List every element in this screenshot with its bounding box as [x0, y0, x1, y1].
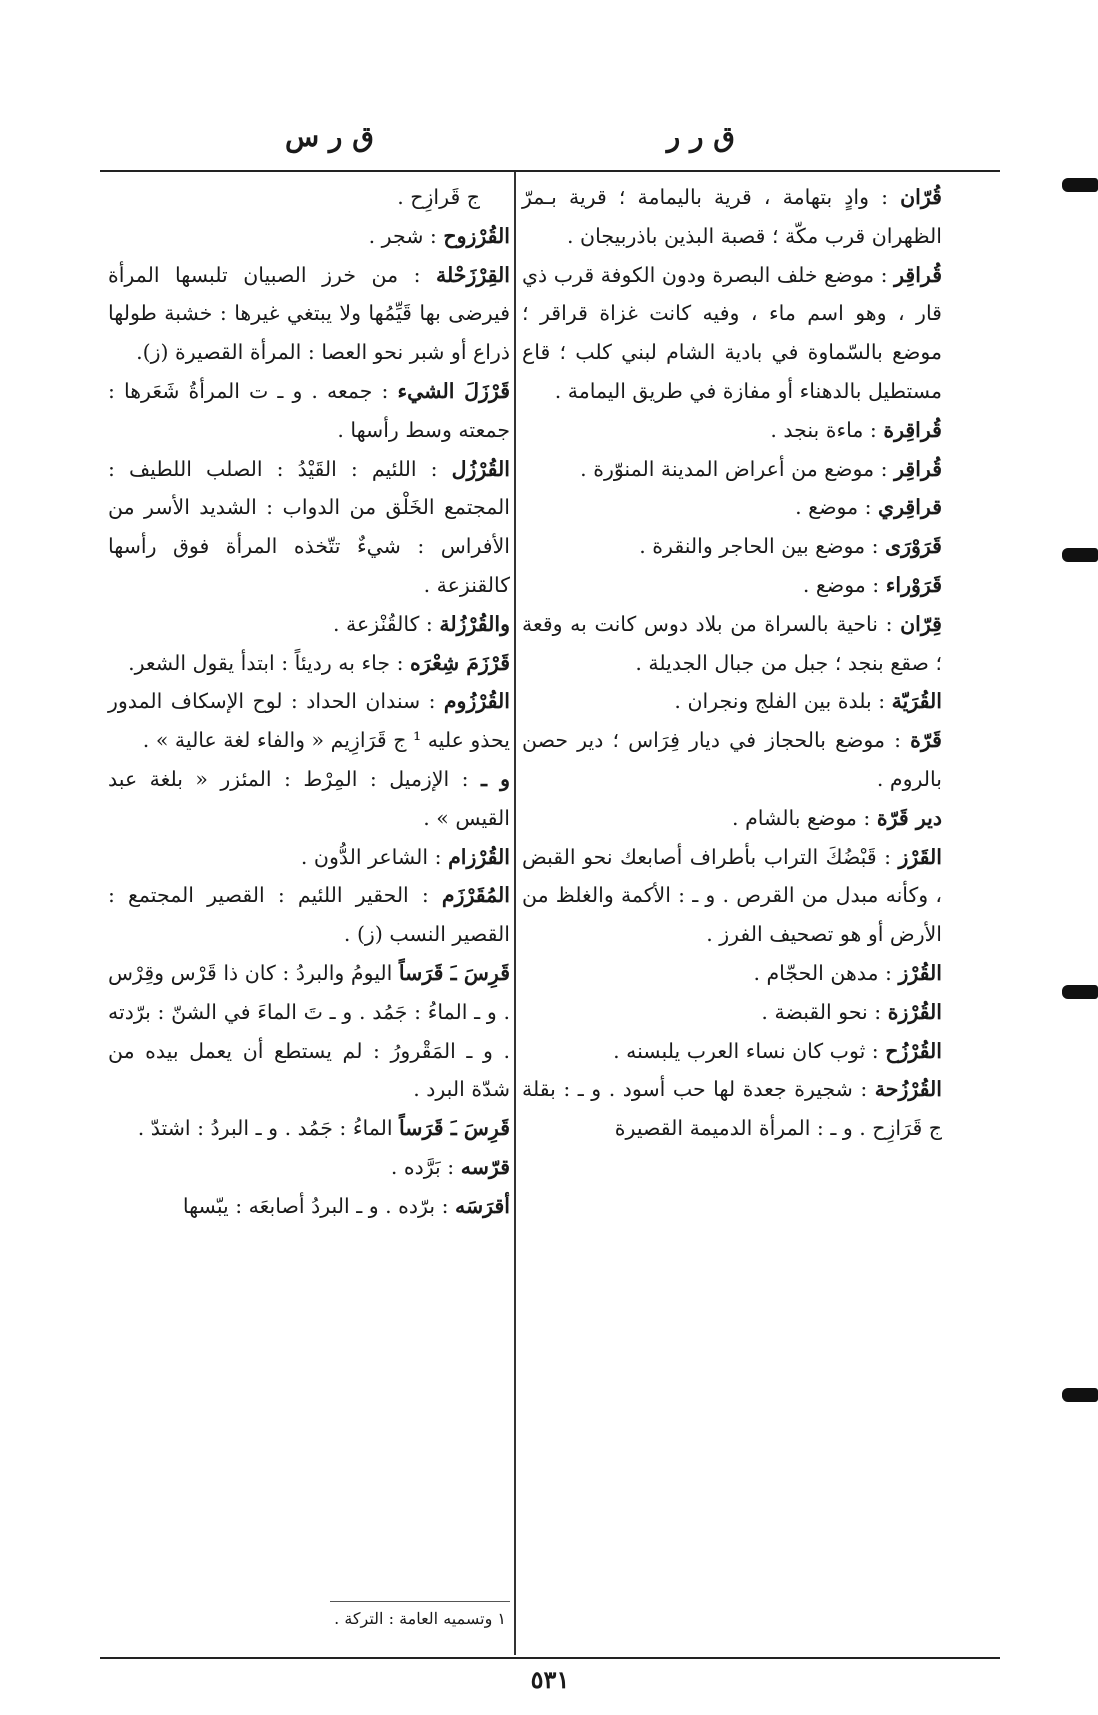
- entry: [108, 217, 510, 256]
- headword: قَرَوْرَى: [885, 534, 942, 559]
- entry: [522, 838, 942, 954]
- definition: : وادٍ بتهامة ، قرية باليمامة ؛ قرية بـمرّ الظهران قرب مكّة ؛ قصبة البذين باذربيجان .: [522, 185, 942, 248]
- entry: [108, 372, 510, 450]
- entry: [522, 488, 942, 527]
- definition: : الإزميل : المِرْط : المئزر « بلغة عبد القيس » .: [108, 766, 510, 830]
- running-header: [110, 120, 990, 160]
- headword: قُراقِر: [894, 262, 942, 287]
- headword: قَرِسَ ـَ قَرَساً: [399, 1116, 510, 1141]
- headword: قَرَوْراء: [885, 572, 942, 597]
- definition: : ناحية بالسراة من بلاد دوس كانت به وقعة ؛ صقع بنجد ؛ جبل من جبال الجديلة .: [522, 611, 942, 675]
- headword: قَرْزَمَ شِعْرَه: [410, 650, 510, 675]
- headword: القِرْزَحْلة: [436, 262, 510, 287]
- definition: : ماءة بنجد .: [770, 417, 877, 442]
- headword: قرّسه: [460, 1154, 510, 1179]
- entry: [108, 605, 510, 644]
- entry: [522, 799, 942, 838]
- headword: القُرَيّة: [891, 689, 942, 714]
- headword: القُرْزام: [448, 844, 510, 869]
- definition: ج قَرازِح .: [397, 185, 480, 209]
- definition: : نحو القبضة .: [761, 999, 882, 1024]
- definition: : ثوب كان نساء العرب يلبسنه .: [613, 1038, 879, 1063]
- entry: [108, 1109, 510, 1148]
- entry: [522, 721, 942, 799]
- definition: : موضع من أعراض المدينة المنوّرة .: [580, 456, 888, 481]
- definition: اليومُ والبردُ : كان ذا قَرْس وقِرْس . و ـ الماءُ : جَمُد . و ـ تَ الماءَ في الشنّ : برّدته . و ـ المَقْرورُ : لم يستطع أن يعمل بيده من شدّة البرد .: [108, 960, 510, 1102]
- headword: قُراقِر: [894, 456, 942, 481]
- entry: [522, 566, 942, 605]
- headword: قَرِسَ ـَ قَرَساً: [398, 960, 510, 985]
- entry: [522, 954, 942, 993]
- left-column: [108, 178, 510, 1226]
- headword: قُرّان: [900, 185, 942, 209]
- definition: : مدهن الحجّام .: [753, 960, 892, 985]
- scan-edge-mark: [1062, 548, 1098, 562]
- entry: [108, 450, 510, 605]
- definition: : كالقُنْزعة .: [332, 611, 433, 636]
- definition: : الحقير اللئيم : القصير المجتمع : القصير النسب (ز) .: [108, 883, 510, 947]
- headword: قِرّان: [900, 611, 942, 636]
- definition: : موضع بين الحاجر والنقرة .: [639, 534, 879, 559]
- headword: المُقَرْزَم: [441, 883, 510, 908]
- entry: [522, 1032, 942, 1071]
- definition: : بَرَّده .: [390, 1154, 455, 1179]
- definition: : جاء به رديئاً : ابتدأ يقول الشعر.: [128, 650, 404, 675]
- entry: [522, 605, 942, 683]
- scan-edge-mark: [1062, 178, 1098, 192]
- entry: [108, 682, 510, 760]
- headword: قَرْزَلَ الشيء: [397, 378, 510, 403]
- headword: و ـ: [481, 766, 510, 791]
- definition: : اللئيم : القَيْدُ : الصلب اللطيف : المجتمع الخَلْق من الدواب : الشديد الأسر من الأفراس : شيءٌ تتّخذه المرأة فوق رأسها كالقنزعة .: [108, 456, 510, 597]
- headword: أقرَسَه: [455, 1193, 510, 1218]
- definition: : موضع .: [795, 495, 872, 520]
- header-root-left: ق ر س: [285, 120, 374, 153]
- scan-edge-mark: [1062, 1388, 1098, 1402]
- column-divider: [514, 172, 516, 1655]
- definition: : سندان الحداد : لوح الإسكاف المدور يحذو عليه ¹ ج قَرَازِيم « والفاء لغة عالية » .: [108, 689, 510, 753]
- definition: : الشاعر الدُّون .: [300, 844, 442, 869]
- right-column: [522, 178, 942, 1148]
- entry: [522, 411, 942, 450]
- entry: [522, 450, 942, 489]
- headword: القُرْزوح: [443, 223, 510, 248]
- entry: [522, 993, 942, 1032]
- entry: [522, 178, 942, 256]
- headword: القُرْزة: [887, 999, 942, 1024]
- entry: [108, 1148, 510, 1187]
- headword: قَرّة: [910, 728, 942, 753]
- header-rule: [100, 170, 1000, 172]
- headword: دير قَرّة: [876, 805, 942, 830]
- headword: القُرْز: [898, 960, 942, 985]
- headword: القَرْز: [898, 844, 942, 869]
- definition: : موضع .: [802, 572, 880, 597]
- definition: : جمعه . و ـ ت المرأةُ شَعَرها : جمعته وسط رأسها .: [108, 378, 510, 442]
- entry: [522, 1070, 942, 1148]
- entry-continuation: [108, 178, 510, 217]
- definition: : قَبْضُكَ التراب بأطراف أصابعك نحو القبض ، وكأنه مبدل من القرص . و ـ : الأكمة والغلظ من الأرض أو هو تصحيف الفرز .: [522, 844, 942, 947]
- definition: : موضع بالحجاز في ديار فِرَاس ؛ دير حصن بالروم .: [522, 728, 942, 791]
- headword: القُرْزُحة: [874, 1077, 942, 1102]
- definition: : موضع بالشام .: [732, 805, 871, 830]
- entry: [108, 1187, 510, 1226]
- definition: الماءُ : جَمُد . و ـ البردُ : اشتدّ .: [137, 1116, 393, 1141]
- headword: قُراقِرة: [883, 417, 942, 442]
- footnote: ١ وتسميه العامة : التركة .: [334, 1609, 506, 1628]
- entry: [108, 954, 510, 1109]
- entry: [522, 682, 942, 721]
- headword: القُرْزُوم: [443, 689, 510, 714]
- entry: [108, 256, 510, 372]
- entry: [108, 876, 510, 954]
- headword: والقُرْزُلة: [439, 611, 510, 636]
- entry: [108, 644, 510, 683]
- headword: القُرْزُل: [451, 456, 510, 481]
- entry: [108, 838, 510, 877]
- definition: : من خرز الصبيان تلبسها المرأة فيرضى بها قَيِّمُها ولا يبتغي غيرها : خشبة طولها ذراع أو شبر نحو العصا : المرأة القصيرة (ز).: [108, 262, 510, 365]
- definition: : شجيرة جعدة لها حب أسود . و ـ : بقلة ج قَرَازِح . و ـ : المرأة الدميمة القصيرة: [522, 1077, 942, 1141]
- scan-edge-mark: [1062, 985, 1098, 999]
- definition: : شجر .: [368, 223, 437, 248]
- footnote-rule: [330, 1601, 510, 1602]
- entry: [108, 760, 510, 838]
- page-number: ٥٣١: [530, 1665, 570, 1694]
- entry: [522, 527, 942, 566]
- definition: : بلدة بين الفلج ونجران .: [674, 689, 886, 714]
- header-root-right: ق ر ر: [666, 120, 735, 153]
- definition: : برّده . و ـ البردُ أصابعَه : يبّسها: [182, 1193, 449, 1218]
- entry: [522, 256, 942, 411]
- footer-rule: [100, 1657, 1000, 1659]
- definition: : موضع خلف البصرة ودون الكوفة قرب ذي قار ، وهو اسم ماء ، وفيه كانت غزاة قراقر ؛ موضع بالسّماوة في بادية الشام لبني كلب ؛ قاع مستطيل بالدهناء أو مفازة في طريق اليمامة .: [522, 262, 942, 403]
- headword: القُرْزُح: [885, 1038, 942, 1063]
- headword: قراقِري: [878, 495, 942, 520]
